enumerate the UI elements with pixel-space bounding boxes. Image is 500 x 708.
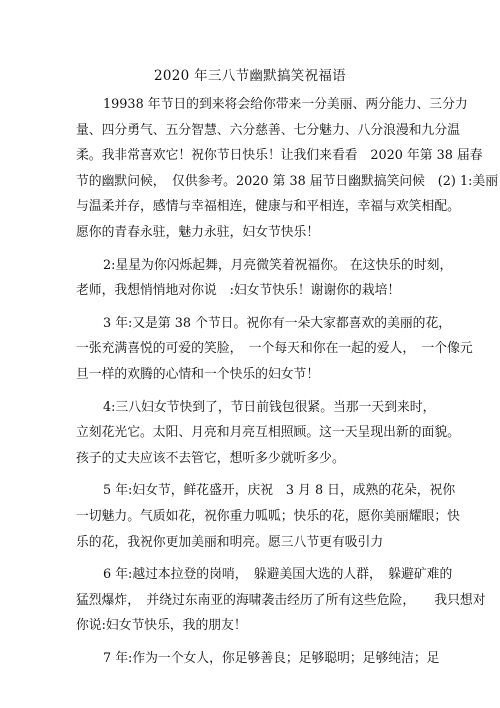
paragraph-line: 愿你的青春永驻，魅力永驻，妇女节快乐！ [76,224,320,240]
paragraph-line: 2:星星为你闪烁起舞，月亮微笑着祝福你。 在这快乐的时刻， [103,257,453,273]
paragraph-7 [76,646,440,672]
paragraph-line: 6 年:越过本拉登的岗哨， 躲避美国大选的人群， 躲避矿难的 [103,567,453,583]
paragraph-line: 孩子的丈夫应该不去管它，想听多少就听多少。 [76,450,345,466]
paragraph-line: 节的幽默问候， 仅供参考。2020 第 38 届节日幽默搞笑问候 (2) 1:美丽 [76,173,499,189]
paragraph-5 [76,478,460,555]
paragraph-line: 猛烈爆炸， 并绕过东南亚的海啸袭击经历了所有这些危险， 我只想对 [76,592,486,608]
paragraph-line: 立刻花光它。太阳、月亮和月亮互相照顾。这一天呈现出新的面貌。 [76,425,460,441]
paragraph-line: 一切魅力。气质如花，祝你重力呱呱；快乐的花，愿你美丽耀眼；快 [76,508,460,524]
paragraph-3 [76,311,473,388]
paragraph-6 [76,562,486,639]
paragraph-2 [76,253,453,304]
paragraph-line: 老师，我想悄悄地对你说 :妇女节快乐！谢谢你的栽培！ [76,283,401,299]
paragraph-line: 19938 年节日的到来将会给你带来一分美丽、两分能力、三分力 [103,97,468,112]
paragraph-line: 与温柔并存，感情与幸福相连，健康与和平相连，幸福与欢笑相配。 [76,199,460,215]
paragraph-4 [76,395,460,472]
paragraph-1 [76,92,499,246]
paragraph-line: 4:三八妇女节快到了，节日前钱包很紧。当那一天到来时， [103,399,436,415]
paragraph-line: 乐的花，我祝你更加美丽和明亮。愿三八节更有吸引力 [76,534,384,550]
document-title: 2020 年三八节幽默搞笑祝福语 [154,68,346,84]
paragraph-line: 一张充满喜悦的可爱的笑脸， 一个每天和你在一起的爱人， 一个像元 [76,341,473,357]
paragraph-line: 5 年:妇女节，鲜花盛开，庆祝 3 月 8 日，成熟的花朵，祝你 [103,483,456,499]
paragraph-line: 柔。我非常喜欢它！祝你节日快乐！让我们来看看 2020 年第 38 届春 [76,148,483,164]
paragraph-line: 量、四分勇气、五分智慧、六分慈善、七分魅力、八分浪漫和九分温 [76,122,460,138]
paragraph-line: 3 年:又是第 38 个节日。祝你有一朵大家都喜欢的美丽的花， [103,315,452,331]
paragraph-line: 旦一样的欢腾的心情和一个快乐的妇女节！ [76,366,320,382]
paragraph-line: 你说:妇女节快乐，我的朋友！ [76,618,247,634]
paragraph-line: 7 年:作为一个女人，你足够善良；足够聪明；足够纯洁；足 [103,650,440,666]
